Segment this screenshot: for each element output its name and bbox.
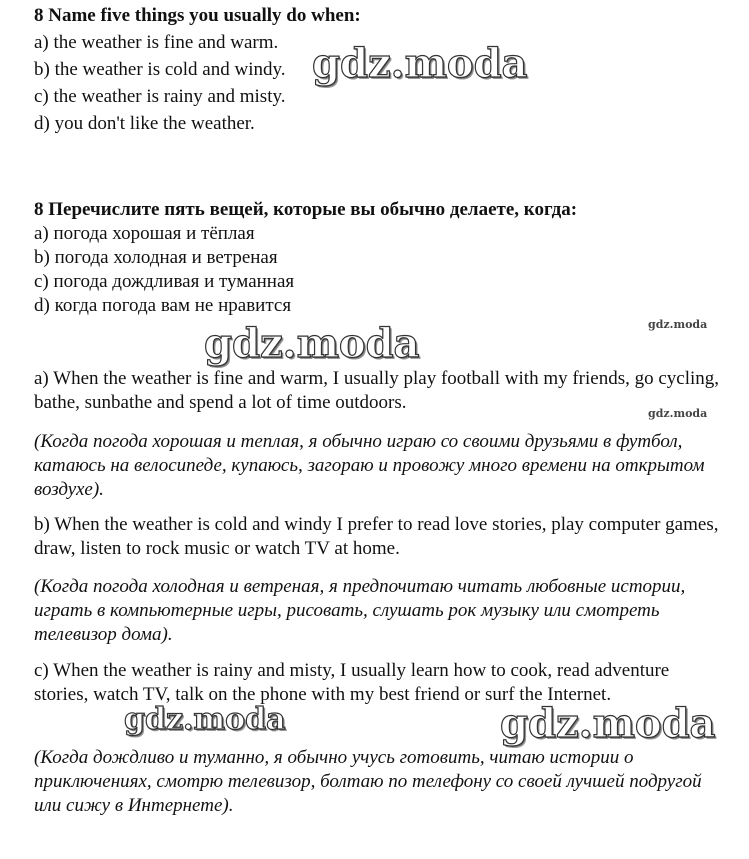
answer-ru-c: (Когда дождливо и туманно, я обычно учусь готовить, читаю истории о приключениях, смотрю телевизор, болтаю по телефону со своей лучшей подругой или сижу в Интернете). (34, 747, 702, 816)
watermark-logo: gdz.moda (124, 702, 286, 737)
task-item-en-d: d) you don't like the weather. (34, 113, 255, 134)
task-item-en-c: c) the weather is rainy and misty. (34, 86, 286, 107)
answer-ru-b: (Когда погода холодная и ветреная, я предпочитаю читать любовные истории, играть в компьютерные игры, рисовать, слушать рок музыку или смотреть телевизор дома). (34, 576, 686, 645)
task-item-en-b: b) the weather is cold and windy. (34, 59, 286, 80)
watermark-logo: gdz.moda (204, 320, 420, 367)
watermark-logo: gdz.moda (312, 40, 528, 87)
task-heading-ru: 8 Перечислите пять вещей, которые вы обычно делаете, когда: (34, 199, 578, 220)
task-item-ru-d: d) когда погода вам не нравится (34, 295, 292, 316)
answer-en-c: c) When the weather is rainy and misty, I usually learn how to cook, read adventure stories, watch TV, talk on the phone with my best friend or surf the Internet. (34, 660, 670, 705)
task-item-en-a: a) the weather is fine and warm. (34, 32, 279, 53)
watermark-small: gdz.moda (648, 318, 708, 331)
watermark-logo: gdz.moda (500, 700, 716, 747)
answer-en-b: b) When the weather is cold and windy I prefer to read love stories, play computer games, draw, listen to rock music or watch TV at home. (34, 514, 719, 559)
answer-ru-a: (Когда погода хорошая и теплая, я обычно играю со своими друзьями в футбол, катаюсь на велосипеде, купаюсь, загораю и провожу много времени на открытом воздухе). (34, 431, 705, 500)
task-item-ru-c: c) погода дождливая и туманная (34, 271, 295, 292)
task-heading-en: 8 Name five things you usually do when: (34, 5, 361, 26)
task-item-ru-b: b) погода холодная и ветреная (34, 247, 278, 268)
task-item-ru-a: a) погода хорошая и тёплая (34, 223, 255, 244)
watermark-small: gdz.moda (648, 407, 708, 420)
answer-en-a: a) When the weather is fine and warm, I usually play football with my friends, go cycling, bathe, sunbathe and spend a lot of time outdoors. (34, 368, 720, 413)
